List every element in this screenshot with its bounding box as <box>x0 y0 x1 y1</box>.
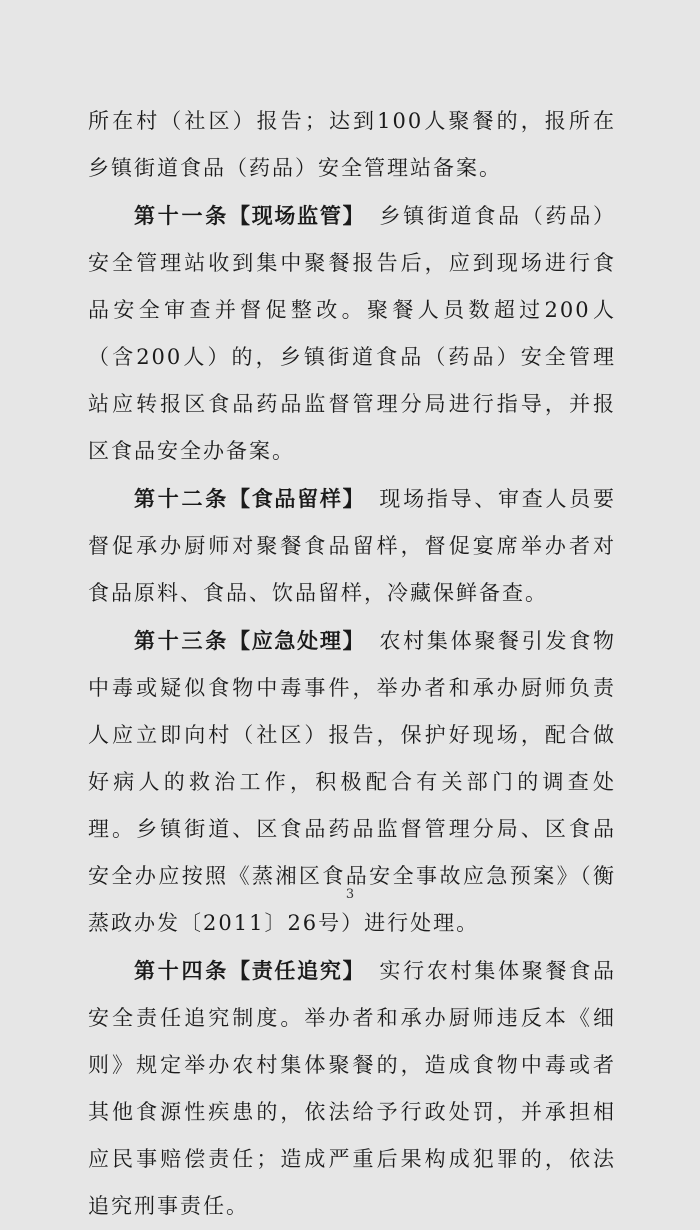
article-number: 第十二条 <box>134 486 229 511</box>
article-12 <box>88 475 616 617</box>
article-heading: 【应急处理】 <box>228 628 366 653</box>
article-body: 农村集体聚餐引发食物中毒或疑似食物中毒事件，举办者和承办厨师负责人应立即向村（社区）报告，保护好现场，配合做好病人的救治工作，积极配合有关部门的调查处理。乡镇街道、区食品药品监督管理分局、区食品安全办应按照《蒸湘区食品安全事故应急预案》（衡蒸政办发〔2011〕26号）进行处理。 <box>88 629 617 935</box>
article-number: 第十四条 <box>134 958 229 983</box>
page-number: 3 <box>345 887 355 902</box>
article-body: 现场指导、审查人员要督促承办厨师对聚餐食品留样，督促宴席举办者对食品原料、食品、饮品留样，冷藏保鲜备查。 <box>88 487 617 605</box>
article-heading: 【食品留样】 <box>228 486 366 511</box>
article-number: 第十三条 <box>134 628 229 653</box>
article-body: 实行农村集体聚餐食品安全责任追究制度。举办者和承办厨师违反本《细则》规定举办农村集体聚餐的，造成食物中毒或者其他食源性疾患的，依法给予行政处罚，并承担相应民事赔偿责任；造成严重后果构成犯罪的，依法追究刑事责任。 <box>88 959 617 1218</box>
article-heading: 【现场监管】 <box>228 203 366 228</box>
article-body: 乡镇街道食品（药品）安全管理站收到集中聚餐报告后，应到现场进行食品安全审查并督促整改。聚餐人员数超过200人（含200人）的，乡镇街道食品（药品）安全管理站应转报区食品药品监督管理分局进行指导，并报区食品安全办备案。 <box>88 204 617 463</box>
article-14 <box>88 947 616 1230</box>
continuation-paragraph: 所在村（社区）报告；达到100人聚餐的，报所在乡镇街道食品（药品）安全管理站备案。 <box>88 109 616 180</box>
article-heading: 【责任追究】 <box>228 958 366 983</box>
article-11 <box>88 192 616 475</box>
article-number: 第十一条 <box>134 203 229 228</box>
